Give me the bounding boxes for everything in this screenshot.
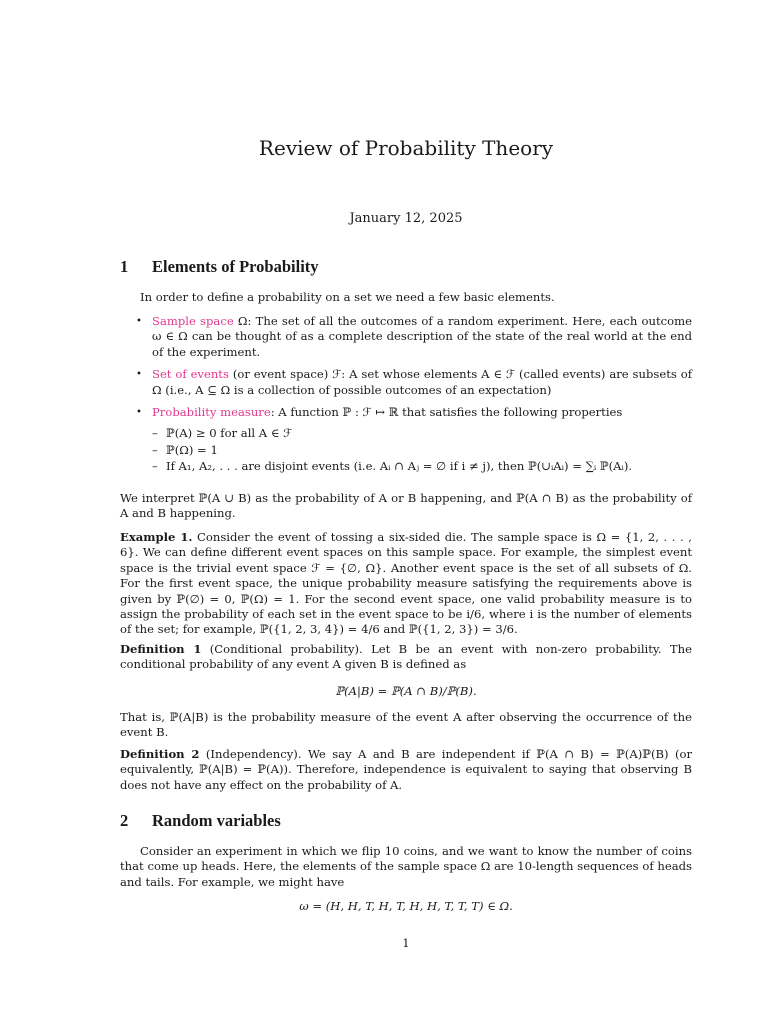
- definition-label: Definition 2: [120, 747, 200, 761]
- section-1-heading: [120, 259, 319, 274]
- page-number: 1: [402, 936, 410, 950]
- interpretation-paragraph: We interpret ℙ(A ∪ B) as the probability of A or B happening, and ℙ(A ∩ B) as the probability of A and B happening.: [120, 491, 692, 521]
- term-probability-measure: Probability measure: [152, 405, 271, 420]
- list-item: [136, 314, 692, 360]
- item-text: (or event space) ℱ: A set whose elements A ∈ ℱ (called events) are subsets of Ω (i.e., A ⊆ Ω is a collection of possible outcomes of an expectation): [152, 367, 693, 397]
- definition-label: Definition 1: [120, 642, 202, 656]
- section-title: Random variables: [152, 811, 281, 830]
- term-set-of-events: Set of events: [152, 367, 229, 382]
- property-item: – ℙ(A) ≥ 0 for all A ∈ ℱ: [152, 426, 293, 441]
- bullet-icon: •: [136, 407, 142, 419]
- section-title: Elements of Probability: [152, 257, 319, 276]
- dash-icon: –: [152, 442, 158, 457]
- document-title: Review of Probability Theory: [258, 136, 554, 160]
- term-sample-space: Sample space: [152, 314, 234, 328]
- bullet-icon: •: [136, 316, 142, 327]
- properties-list: [152, 426, 692, 474]
- section-2-paragraph: Consider an experiment in which we flip 10 coins, and we want to know the number of coins that come up heads. Here, the elements of the sample space Ω are 10-length sequences of heads and tails. For example, we might have: [120, 844, 692, 889]
- section-1-intro: In order to define a probability on a set we need a few basic elements.: [140, 290, 555, 304]
- property-item: – ℙ(Ω) = 1: [152, 442, 218, 457]
- section-number: 1: [120, 257, 129, 276]
- section-number: 2: [120, 811, 129, 830]
- sample-outcome-formula: ω = (H, H, T, H, T, H, H, T, T, T) ∈ Ω.: [299, 899, 513, 913]
- item-text: Ω: The set of all the outcomes of a random experiment. Here, each outcome ω ∈ Ω can be thought of as a complete description of the state of the real world at the end of the experiment.: [152, 314, 692, 359]
- document-date: January 12, 2025: [349, 211, 463, 226]
- dash-icon: –: [152, 459, 158, 474]
- list-item: [136, 405, 692, 475]
- conditional-probability-formula: ℙ(A|B) = ℙ(A ∩ B)/ℙ(B).: [335, 684, 477, 698]
- example-1: [120, 530, 692, 638]
- bullet-icon: •: [136, 369, 142, 381]
- elements-list: [136, 314, 692, 482]
- list-item: [136, 367, 692, 398]
- definition-1-explanation: That is, ℙ(A|B) is the probability measure of the event A after observing the occurrence of the event B.: [120, 710, 692, 740]
- definition-2: [120, 747, 692, 793]
- property-item: – If A₁, A₂, . . . are disjoint events (i.e. Aᵢ ∩ Aⱼ = ∅ if i ≠ j), then ℙ(∪ᵢAᵢ) = ∑ᵢ ℙ(Aᵢ).: [152, 459, 633, 474]
- definition-text: (Conditional probability). Let B be an event with non-zero probability. The conditional probability of any event A given B is defined as: [120, 642, 692, 672]
- item-text: : A function ℙ : ℱ ↦ ℝ that satisfies the following properties: [270, 405, 623, 420]
- section-2-heading: [120, 813, 281, 828]
- dash-icon: –: [152, 426, 158, 441]
- definition-1: [120, 642, 692, 673]
- definition-text: (Independency). We say A and B are independent if ℙ(A ∩ B) = ℙ(A)ℙ(B) (or equivalently, ℙ(A|B) = ℙ(A)). Therefore, independence is equivalent to saying that observing B does not have any effect on the probability of A.: [120, 747, 692, 792]
- example-label: Example 1.: [120, 530, 193, 544]
- example-text: Consider the event of tossing a six-sided die. The sample space is Ω = {1, 2, . . . , 6}. We can define different event spaces on this sample space. For example, the simplest event space is the trivial event space ℱ = {∅, Ω}. Another event space is the set of all subsets of Ω. For the first event space, the unique probability measure satisfying the requirements above is given by ℙ(∅) = 0, ℙ(Ω) = 1. For the second event space, one valid probability measure is to assign the probability of each set in the event space to be i/6, where i is the number of elements of the set; for example, ℙ({1, 2, 3, 4}) = 4/6 and ℙ({1, 2, 3}) = 3/6.: [120, 530, 692, 637]
